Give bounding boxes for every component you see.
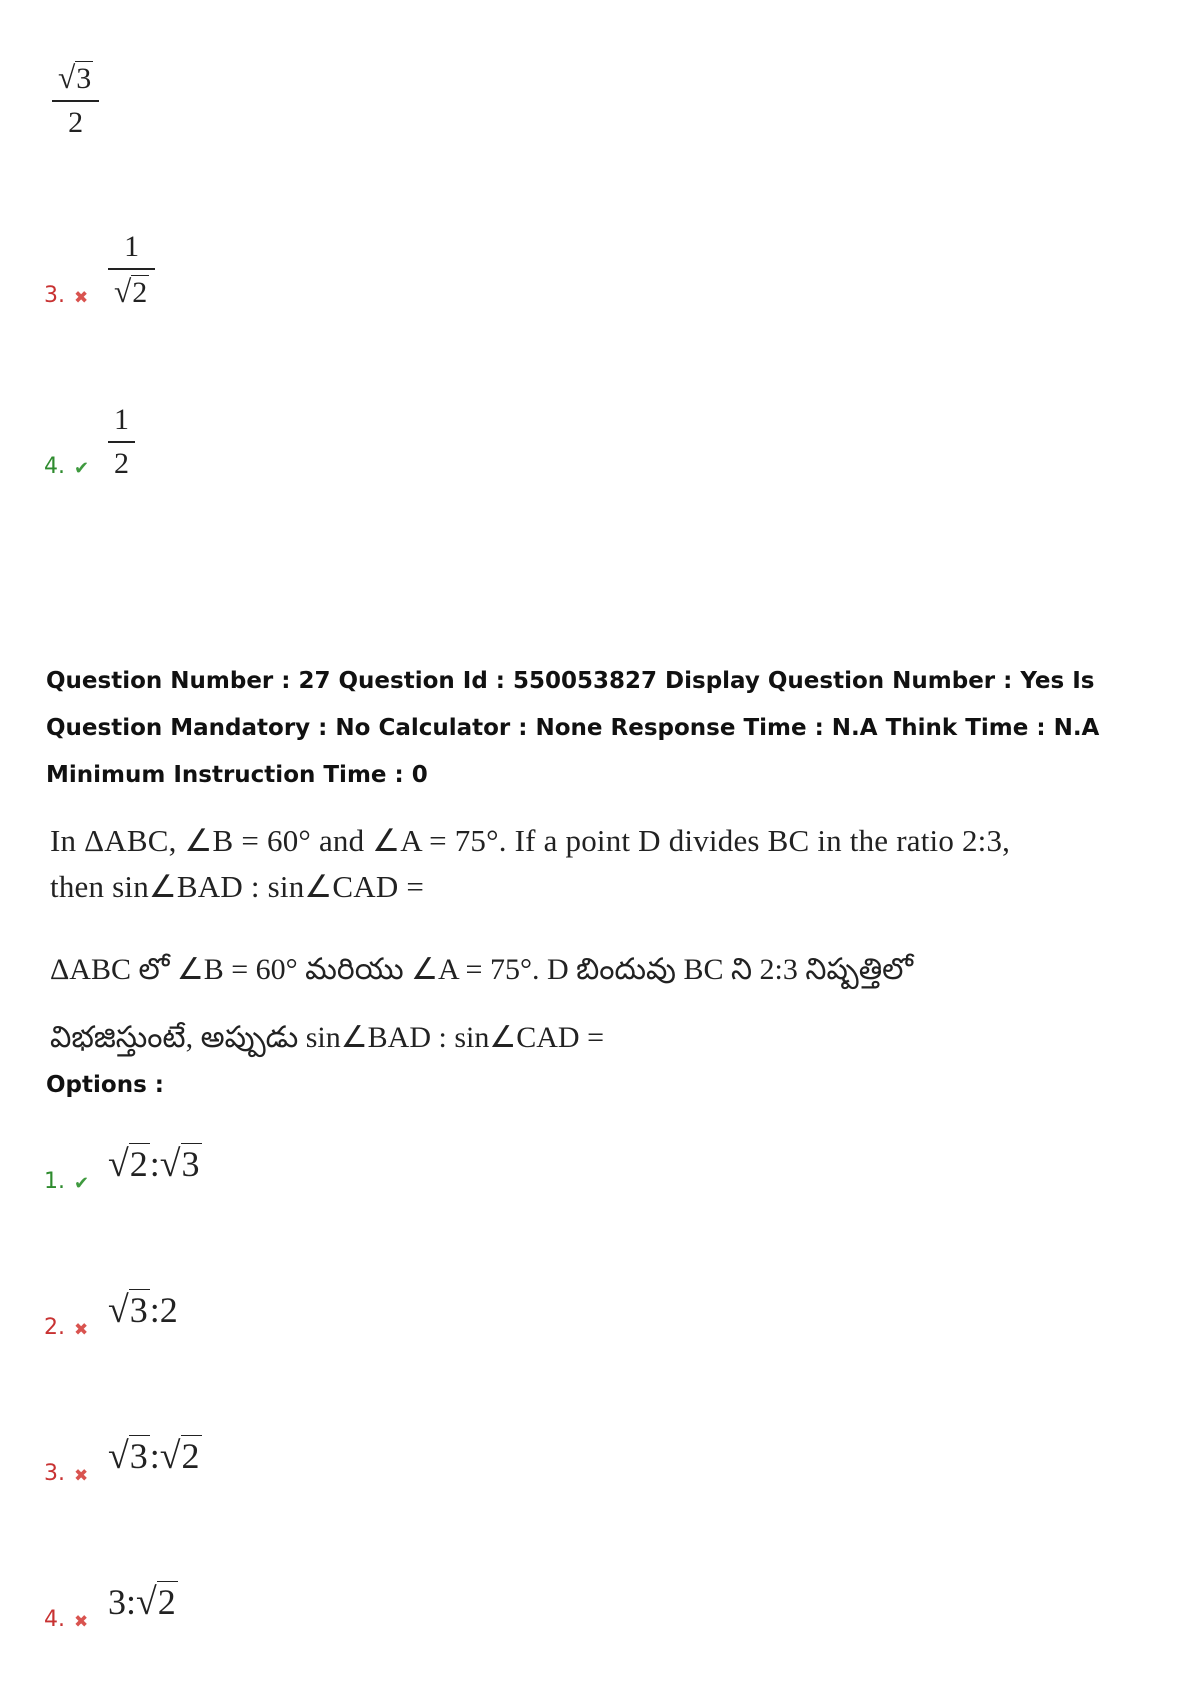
question-line-1: In ΔABC, ∠B = 60° and ∠A = 75°. If a point D divides BC in the ratio 2:3, — [50, 823, 1011, 858]
question-line-2: then sin∠BAD : sin∠CAD = — [50, 869, 425, 904]
question-meta: Question Number : 27 Question Id : 550053827 Display Question Number : Yes Is Question Mandatory : No Calculator : None Response Time : N.A Think Time : N.A Minimum Instruction Time : 0 — [46, 668, 1100, 788]
telugu-line-2: విభజిస్తుంటే, అప్పుడు sin∠BAD : sin∠CAD = — [50, 1021, 604, 1054]
previous-answer-fraction — [52, 62, 99, 138]
option-expression: √2:√3 — [108, 1143, 200, 1185]
option-3 — [44, 1434, 202, 1486]
cross-icon: ✖ — [74, 288, 89, 308]
option-1 — [44, 1142, 202, 1194]
option-number: 4. — [44, 1607, 65, 1632]
option-number: 3. — [44, 1461, 65, 1486]
question-text-telugu — [50, 936, 913, 1072]
check-icon: ✔ — [74, 1173, 90, 1194]
option-fraction: $\frac{1}{√2}$ — [108, 232, 155, 308]
sqrt-symbol: √ — [58, 60, 76, 95]
option-number: 2. — [44, 1315, 65, 1340]
options-label: Options : — [46, 1072, 164, 1098]
cross-icon: ✖ — [74, 1466, 89, 1486]
option-fraction: $\frac{1}{2}$ — [108, 405, 135, 479]
option-2 — [44, 1288, 178, 1340]
fraction-numerator: √3 — [58, 60, 92, 95]
telugu-line-1: ΔABC లో ∠B = 60° మరియు ∠A = 75°. D బిందువు BC ని 2:3 నిష్పత్తిలో — [50, 953, 914, 986]
option-expression: √3:√2 — [108, 1435, 200, 1477]
fraction-bar — [52, 100, 99, 102]
check-icon: ✔ — [74, 458, 90, 479]
question-text-english — [50, 818, 1010, 910]
prev-option-3 — [44, 232, 155, 308]
option-number: 4. — [44, 454, 65, 479]
option-number: 1. — [44, 1169, 65, 1194]
fraction-denominator: 2 — [68, 106, 84, 139]
option-expression: 3:√2 — [108, 1581, 176, 1623]
option-expression: √3:2 — [108, 1289, 178, 1331]
cross-icon: ✖ — [74, 1612, 89, 1632]
prev-option-4 — [44, 405, 135, 479]
option-number: 3. — [44, 283, 65, 308]
option-4 — [44, 1580, 178, 1632]
cross-icon: ✖ — [74, 1320, 89, 1340]
